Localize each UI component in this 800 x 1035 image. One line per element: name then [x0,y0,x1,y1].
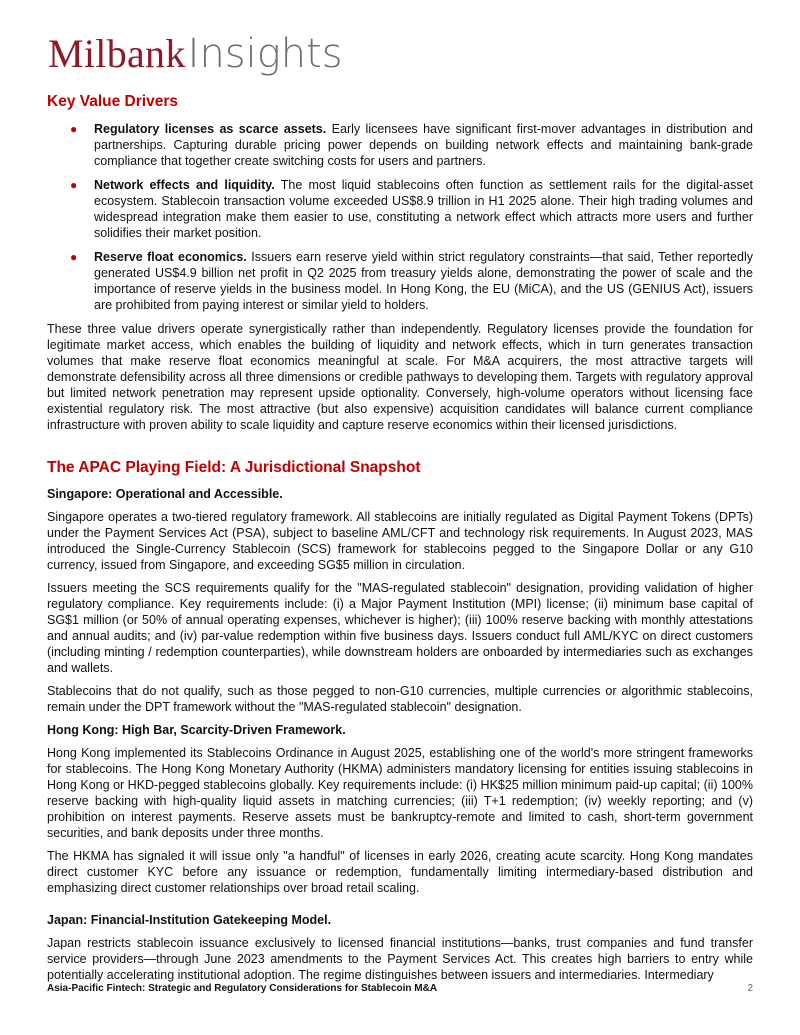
bullet-icon: ● [70,250,78,264]
singapore-paragraph-3: Stablecoins that do not qualify, such as those pegged to non-G10 currencies, multiple currencies or algorithmic stablecoins, remain under the DPT framework without the "MAS-regulated stablecoin" designation. [47,684,753,714]
list-item [47,177,753,241]
bullet-lead: Network effects and liquidity. [94,178,275,192]
logo-brand: Milbank [48,31,186,76]
page-footer [47,982,753,996]
subheading-hong-kong: Hong Kong: High Bar, Scarcity-Driven Framework. [47,723,346,737]
subheading-singapore: Singapore: Operational and Accessible. [47,487,283,501]
logo-suffix: Insights [187,31,343,77]
summary-paragraph: These three value drivers operate synergistically rather than independently. Regulatory licenses provide the foundation for legitimate market access, which enables the building of liquidity and network effects, which in turn generates transaction volumes that make reserve float economics meaningful at scale. For M&A acquirers, the most attractive targets will demonstrate defensibility across all three dimensions or credible pathways to developing them. Targets with regulatory approval but limited network penetration may represent upside optionality. Conversely, high-volume operators without licensing face existential regulatory risk. The most attractive (but also expensive) acquisition candidates will balance current compliance infrastructure with proven ability to scale liquidity and capture reserve economics within their licensed jurisdictions. [47,322,753,432]
page-content [47,92,753,990]
list-item [47,121,753,169]
hong-kong-paragraph-1: Hong Kong implemented its Stablecoins Ordinance in August 2025, establishing one of the world's more stringent frameworks for stablecoins. The Hong Kong Monetary Authority (HKMA) administers mandatory licensing for entities issuing stablecoins in Hong Kong or HKD-pegged stablecoins globally. Key requirements include: (i) HK$25 million minimum paid-up capital; (ii) 100% reserve backing with high-quality liquid assets in matching currencies; (iii) T+1 redemption; (iv) weekly reporting; and (v) prohibition on interest payments. Reserve assets must be bankruptcy-remote and limited to cash, short-term government securities, and bank deposits under three months. [47,746,753,840]
page-number: 2 [747,983,753,994]
section-heading-key-value-drivers: Key Value Drivers [47,93,178,110]
milbank-insights-logo [48,30,343,78]
bullet-lead: Reserve float economics. [94,250,247,264]
bullet-text: The most liquid stablecoins often function as settlement rails for the digital-asset ecosystem. Stablecoin transaction volume exceeded US$8.9 trillion in H1 2025 alone. Their high trading volumes and widespread integration make them easier to use, constituting a network effect which attracts more users and further solidifies their market position. [94,178,754,240]
bullet-icon: ● [70,178,78,192]
value-drivers-list [47,121,753,313]
bullet-text: Issuers earn reserve yield within strict regulatory constraints—that said, Tether reportedly generated US$4.9 billion net profit in Q2 2025 from treasury yields alone, demonstrating the power of scale and the importance of reserve yields in the business model. In Hong Kong, the EU (MiCA), and the US (GENIUS Act), issuers are prohibited from paying interest or similar yield to holders. [94,250,753,312]
japan-paragraph-1: Japan restricts stablecoin issuance exclusively to licensed financial institutions—banks, trust companies and fund transfer service providers—through June 2023 amendments to the Payment Services Act. This creates high barriers to entry while potentially accelerating institutional adoption. The regime distinguishes between issuers and intermediaries. Intermediary [47,936,753,982]
bullet-text: Early licensees have significant first-mover advantages in distribution and partnerships. Capturing durable pricing power depends on building network effects and maintaining bank-grade compliance that together create switching costs for users and partners. [94,122,753,168]
subheading-japan: Japan: Financial-Institution Gatekeeping Model. [47,913,332,927]
section-heading-apac: The APAC Playing Field: A Jurisdictional Snapshot [47,459,421,476]
hong-kong-paragraph-2: The HKMA has signaled it will issue only "a handful" of licenses in early 2026, creating acute scarcity. Hong Kong mandates direct customer KYC before any issuance or redemption, fundamentally limiting intermediary-based distribution and emphasizing direct customer relationships over broad retail scaling. [47,849,753,895]
footer-title: Asia-Pacific Fintech: Strategic and Regulatory Considerations for Stablecoin M&A [47,983,438,994]
singapore-paragraph-2: Issuers meeting the SCS requirements qualify for the "MAS-regulated stablecoin" designation, providing validation of higher regulatory compliance. Key requirements include: (i) a Major Payment Institution (MPI) license; (ii) minimum base capital of SG$1 million (or 50% of annual operating expenses, whichever is higher); (iii) 100% reserve backing with monthly attestations and annual audits; and (iv) par-value redemption within five business days. Issuers conduct full AML/KYC on direct customers (including minting / redemption counterparties), while downstream holders are onboarded by intermediaries such as exchanges and wallets. [47,581,753,675]
list-item [47,249,753,313]
bullet-lead: Regulatory licenses as scarce assets. [94,122,327,136]
bullet-icon: ● [70,122,78,136]
singapore-paragraph-1: Singapore operates a two-tiered regulatory framework. All stablecoins are initially regulated as Digital Payment Tokens (DPTs) under the Payment Services Act (PSA), subject to baseline AML/CFT and technology risk requirements. In August 2023, MAS introduced the Single-Currency Stablecoin (SCS) framework for stablecoins pegged to the Singapore Dollar or any G10 currency, issued from Singapore, and exceeding SG$5 million in circulation. [47,510,753,572]
